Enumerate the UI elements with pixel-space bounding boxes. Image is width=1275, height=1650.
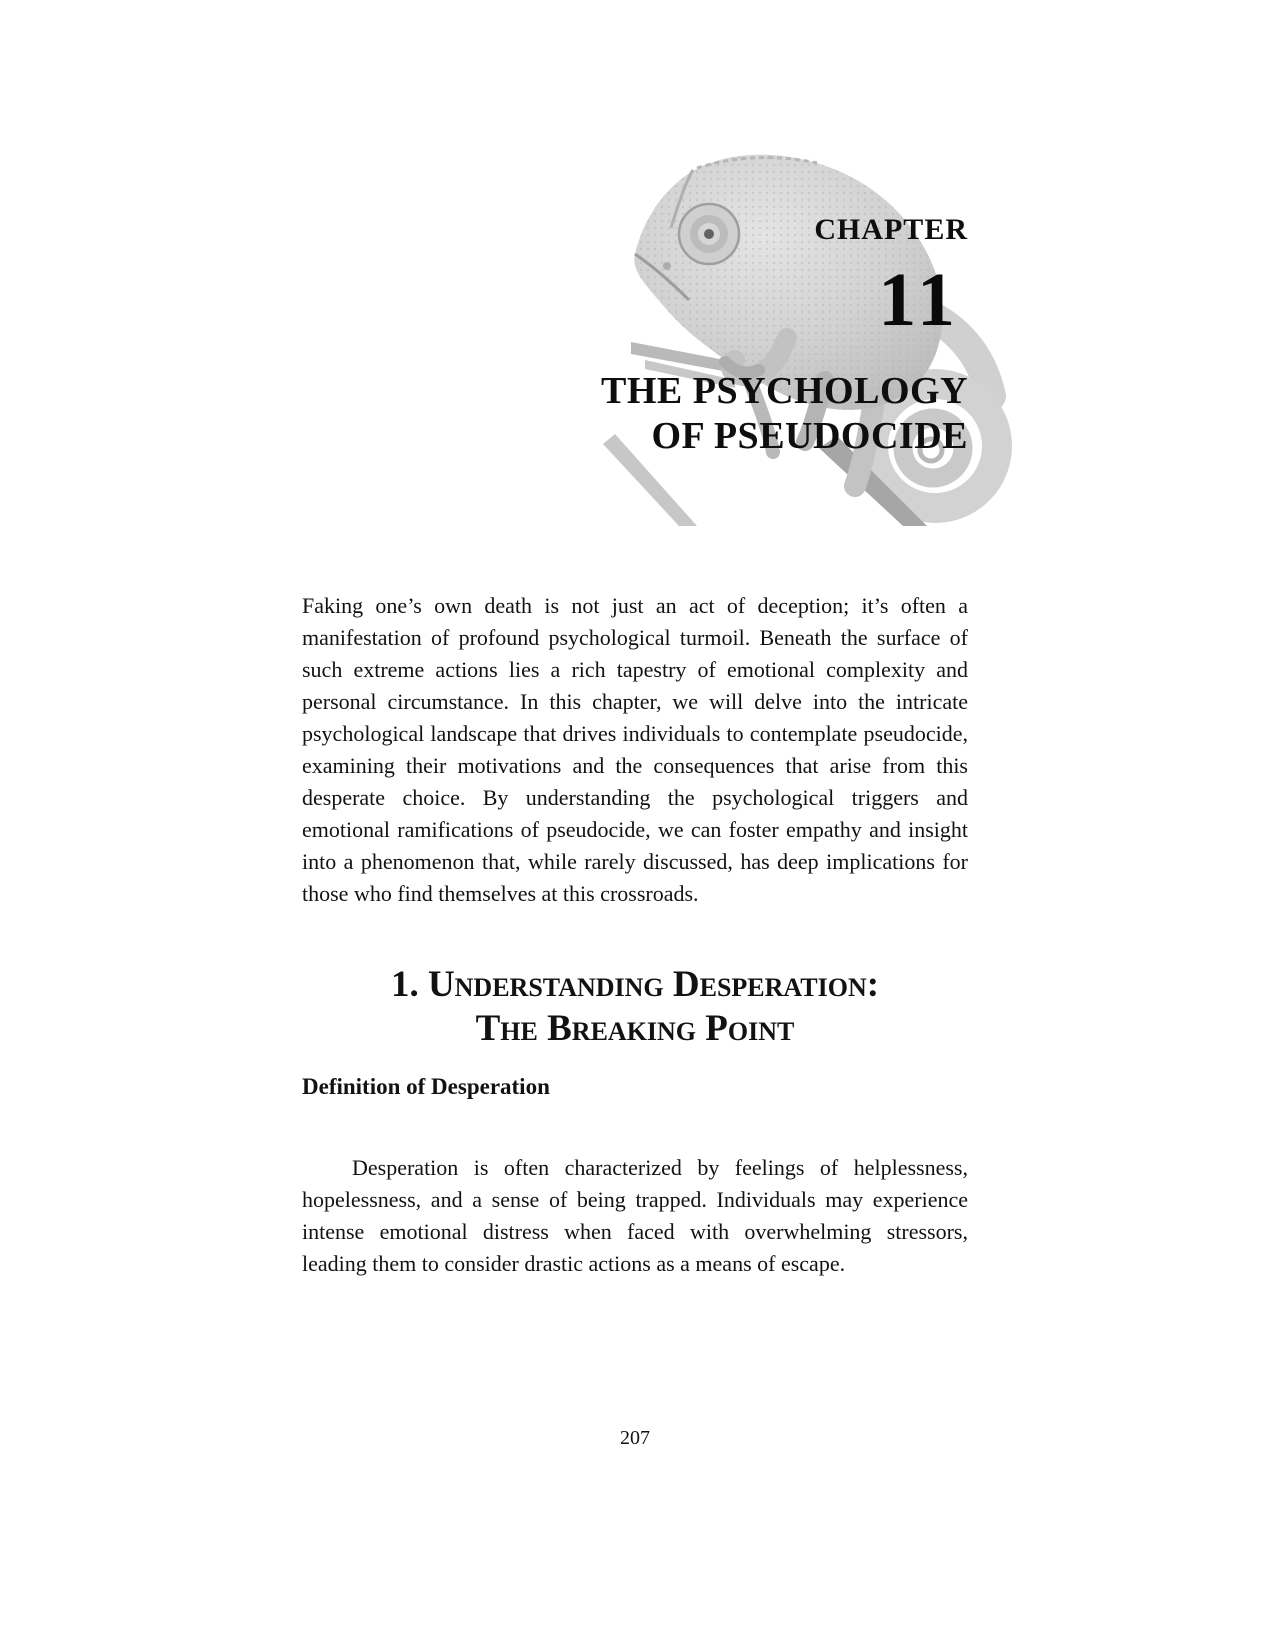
chapter-title-line2: OF PSEUDOCIDE xyxy=(651,415,968,457)
eye-pupil xyxy=(704,229,714,239)
subsection-heading: Definition of Desperation xyxy=(302,1074,550,1099)
section-heading-line1: 1. Understanding Desperation: xyxy=(390,964,880,1005)
body-paragraph: Desperation is often characterized by feelings of helplessness, hopelessness, and a sense of being trapped. Individuals may experience intense emotional distress when faced with overwhelming stressors, leading them to consider drastic actions as a means of escape. xyxy=(302,1155,968,1276)
nostril xyxy=(663,262,671,270)
page-number: 207 xyxy=(620,1427,650,1449)
section-heading-line2: The Breaking Point xyxy=(475,1008,795,1049)
chapter-title xyxy=(601,369,968,459)
chapter-number: 11 xyxy=(878,258,960,342)
chapter-label: CHAPTER xyxy=(814,213,968,246)
section-heading xyxy=(302,963,968,1051)
intro-paragraph: Faking one’s own death is not just an act of deception; it’s often a manifestation of profound psychological turmoil. Beneath the surface of such extreme actions lies a rich tapestry of emotional complexity and personal circumstance. In this chapter, we will delve into the intricate psychological landscape that drives individuals to contemplate pseudocide, examining their motivations and the consequences that arise from this desperate choice. By understanding the psychological triggers and emotional ramifications of pseudocide, we can foster empathy and insight into a phenomenon that, while rarely discussed, has deep implications for those who find themselves at this crossroads. xyxy=(302,593,968,906)
chapter-title-line1: THE PSYCHOLOGY xyxy=(601,370,968,412)
